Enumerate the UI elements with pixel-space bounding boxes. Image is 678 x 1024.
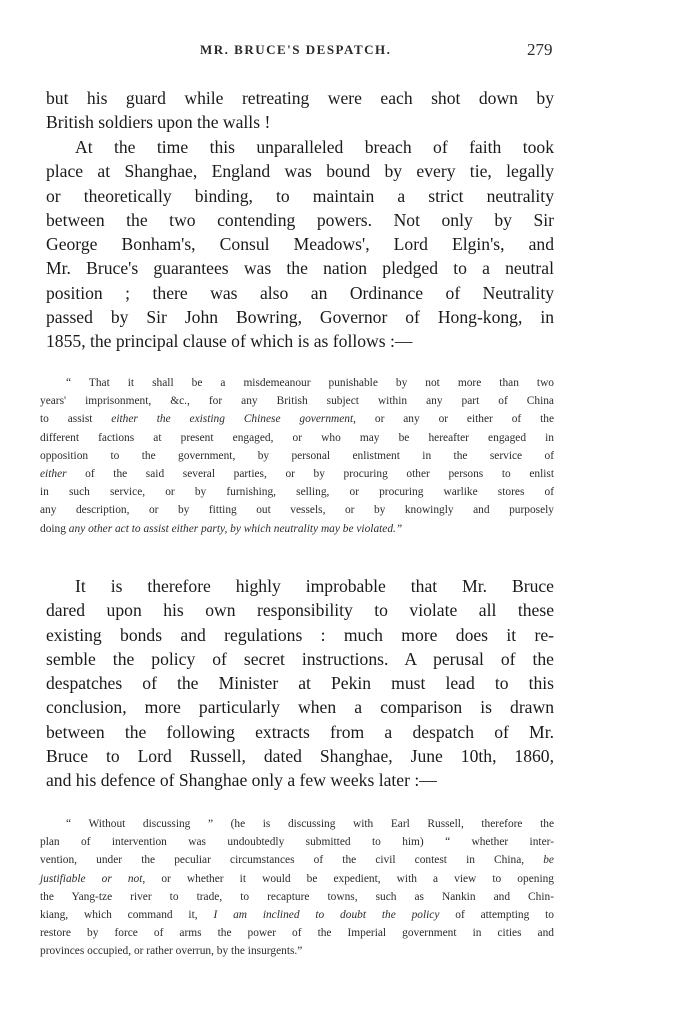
text-line: place at Shanghae, England was bound by every tie, legally	[46, 161, 554, 182]
text-line: between the two contending powers. Not only by Sir	[46, 209, 554, 230]
quote-line	[40, 520, 554, 538]
paragraph-continuation	[46, 86, 554, 135]
quote-line: in such service, or by furnishing, selling, or procuring warlike stores of	[40, 486, 554, 499]
quote-fragment: of the said several parties, or by procuring other persons to enlist	[66, 468, 554, 481]
quote-emphasis: I am inclined to doubt the policy	[213, 909, 440, 922]
quote-emphasis: either	[40, 468, 67, 481]
text-line: passed by Sir John Bowring, Governor of Hong-kong, in	[46, 307, 554, 328]
block-quote-ordinance	[40, 374, 554, 538]
quote-line: plan of intervention was undoubtedly submitted to him) “ whether inter-	[40, 836, 554, 849]
paragraph-neutrality	[46, 135, 554, 354]
quote-emphasis: any other act to assist either party, by which neutrality may be violated.”	[68, 522, 403, 535]
text-line: between the following extracts from a despatch of Mr.	[46, 721, 554, 742]
text-line: George Bonham's, Consul Meadows', Lord Elgin's, and	[46, 234, 554, 255]
text-line: existing bonds and regulations : much more does it re-	[46, 624, 554, 645]
text-line: Mr. Bruce's guarantees was the nation pledged to a neutral	[46, 258, 554, 279]
quote-line: any description, or by fitting out vessels, or by knowingly and purposely	[40, 504, 554, 517]
text-line: semble the policy of secret instructions. A perusal of the	[46, 648, 554, 669]
quote-emphasis: justifiable or not,	[40, 872, 146, 885]
quote-line	[40, 906, 554, 924]
text-line: dared upon his own responsibility to violate all these	[46, 600, 554, 621]
quote-line	[40, 465, 554, 483]
page-number: 279	[527, 40, 553, 59]
quote-fragment: to assist	[40, 413, 112, 426]
text-line: conclusion, more particularly when a comparison is drawn	[46, 697, 554, 718]
quote-line	[40, 851, 554, 869]
quote-line: the Yang-tze river to trade, to recapture towns, such as Nankin and Chin-	[40, 890, 554, 903]
quote-line	[40, 410, 554, 428]
quote-line: provinces occupied, or rather overrun, by the insurgents.”	[40, 945, 303, 958]
quote-line: “ That it shall be a misdemeanour punishable by not more than two	[66, 377, 554, 389]
text-line: or theoretically binding, to maintain a strict neutrality	[46, 185, 554, 206]
text-line: At the time this unparalleled breach of faith took	[75, 137, 554, 157]
paragraph-conclusion	[46, 574, 554, 793]
quote-fragment: or any or either of the	[356, 413, 554, 426]
quote-emphasis: either the existing Chinese government,	[111, 413, 357, 426]
quote-line: opposition to the government, by personal enlistment in the service of	[40, 449, 554, 462]
quote-line: restore by force of arms the power of the Imperial government in cities and	[40, 927, 554, 940]
text-line: position ; there was also an Ordinance of Neutrality	[46, 282, 554, 303]
quote-fragment: doing	[40, 522, 69, 535]
block-quote-despatch	[40, 815, 554, 961]
text-line: and his defence of Shanghae only a few weeks later :—	[46, 770, 437, 791]
text-line: despatches of the Minister at Pekin must lead to this	[46, 673, 554, 694]
quote-line: years' imprisonment, &c., for any British subject within any part of China	[40, 395, 554, 408]
text-line: British soldiers upon the walls !	[46, 112, 271, 133]
text-line: 1855, the principal clause of which is as follows :—	[46, 331, 413, 352]
quote-fragment: kiang, which command it,	[40, 909, 214, 922]
quote-fragment: of attempting to	[439, 909, 554, 922]
quote-fragment: vention, under the peculiar circumstances of the civil contest in China,	[40, 854, 544, 867]
text-line: but his guard while retreating were each shot down by	[46, 88, 554, 108]
quote-line: “ Without discussing ” (he is discussing with Earl Russell, therefore the	[66, 818, 554, 830]
running-title: MR. BRUCE'S DESPATCH.	[200, 42, 392, 57]
text-line: Bruce to Lord Russell, dated Shanghae, June 10th, 1860,	[46, 746, 554, 767]
quote-emphasis: be	[543, 854, 554, 867]
text-line: It is therefore highly improbable that Mr. Bruce	[75, 576, 554, 596]
quote-line: different factions at present engaged, or who may be hereafter engaged in	[40, 431, 554, 444]
quote-line	[40, 870, 554, 888]
quote-fragment: or whether it would be expedient, with a view to opening	[145, 872, 555, 885]
